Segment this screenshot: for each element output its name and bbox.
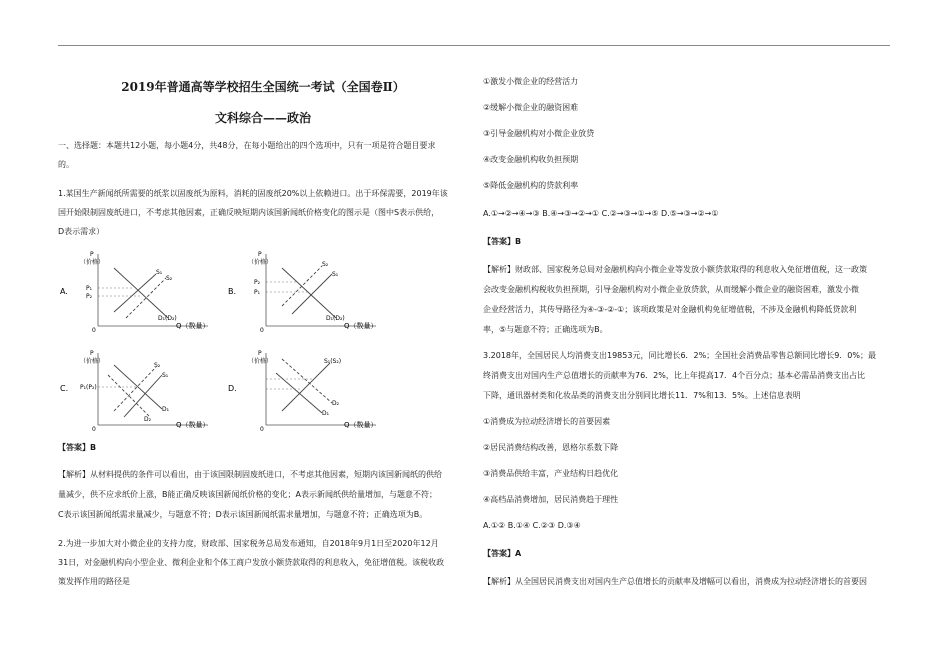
- graph-b-demand: [282, 268, 336, 318]
- q2-stem-3: 策发挥作用的路径是: [58, 577, 130, 586]
- graph-a-supply-1: [114, 274, 156, 312]
- svg-text:S₂: S₂: [166, 275, 173, 282]
- svg-text:P: P: [90, 251, 94, 258]
- svg-text:Q（数量）: Q（数量）: [344, 322, 378, 330]
- q1-stem-2: 国开始限制固废纸进口，不考虑其他因素，正确反映短期内该国新闻纸价格变化的图示是（图中S表示供给，: [58, 208, 440, 217]
- q1-answer: 【答案】B: [58, 443, 97, 452]
- q2-analysis-2: 会改变金融机构税收负担预期，引导金融机构对小微企业放贷款，从而缓解小微企业的融资困难，激发小微: [483, 285, 859, 294]
- svg-text:P₁(P₂): P₁(P₂): [80, 384, 97, 391]
- svg-text:P₂: P₂: [254, 279, 261, 286]
- q2-analysis-3: 企业经营活力，其传导路径为④-③-②-①；该项政策是对金融机构免征增值税，不涉及金融机构降低贷款利: [483, 305, 857, 314]
- q2-option-4: ④改变金融机构收负担预期: [483, 155, 579, 164]
- q3-stem-1: 3.2018年，全国居民人均消费支出19853元，同比增长6．2%；全国社会消费品零售总额同比增长9．0%；最: [483, 351, 876, 360]
- svg-text:Q（数量）: Q（数量）: [176, 322, 210, 330]
- q2-option-1: ①激发小微企业的经营活力: [483, 77, 579, 86]
- q1-analysis-1: 【解析】从材料提供的条件可以看出，由于该国限制固废纸进口，不考虑其他因素，短期内该国新闻纸的供给: [58, 470, 442, 479]
- svg-text:（价格）: （价格）: [80, 259, 105, 266]
- graph-d-letter: D.: [228, 384, 237, 393]
- q1-analysis-3: C表示该国新闻纸需求量减少，与题意不符；D表示该国新闻纸需求量增加，与题意不符；正确选项为B。: [58, 510, 428, 519]
- svg-text:（价格）: （价格）: [80, 358, 105, 365]
- svg-text:0: 0: [92, 426, 96, 433]
- q2-choices: A.①→②→④→③ B.④→③→②→① C.②→③→①→⑤ D.⑤→③→②→①: [483, 209, 719, 218]
- svg-text:（价格）: （价格）: [248, 259, 273, 266]
- q2-analysis-1: 【解析】财政部、国家税务总局对金融机构向小微企业等发放小额贷款取得的利息收入免征增值税，这一政策: [483, 265, 867, 274]
- q1-stem-3: D表示需求）: [58, 227, 105, 236]
- svg-text:S₁: S₁: [156, 269, 163, 276]
- svg-text:D₂: D₂: [332, 400, 340, 407]
- q3-answer: 【答案】A: [483, 549, 522, 558]
- page-subtitle: 文科综合——政治: [214, 111, 311, 125]
- intro-line-2: 的。: [58, 160, 74, 169]
- q1-stem-1: 1.某国生产新闻纸所需要的纸浆以固废纸为原料，消耗的固废纸20%以上依赖进口。出于环保需要，2019年该: [58, 189, 448, 198]
- q3-option-4: ④高档品消费增加，居民消费趋于理性: [483, 495, 619, 504]
- svg-text:0: 0: [260, 426, 264, 433]
- graph-a: [58, 246, 248, 338]
- svg-text:S₁: S₁: [332, 271, 339, 278]
- graph-d-supply: [282, 363, 330, 411]
- header-rule: [58, 45, 890, 46]
- svg-text:D₂: D₂: [144, 416, 152, 423]
- svg-text:Q（数量）: Q（数量）: [344, 421, 378, 429]
- q2-answer: 【答案】B: [483, 237, 522, 246]
- graph-d-demand-2: [282, 359, 332, 403]
- page-title: 2019年普通高等学校招生全国统一考试（全国卷Ⅱ）: [121, 80, 405, 94]
- svg-text:P₂: P₂: [86, 293, 93, 300]
- q2-option-2: ②缓解小微企业的融资困难: [483, 103, 579, 112]
- graph-b: [226, 246, 416, 338]
- svg-text:P₁: P₁: [254, 289, 261, 296]
- q3-analysis-1: 【解析】从全国居民消费支出对国内生产总值增长的贡献率及增幅可以看出，消费成为拉动经济增长的首要因: [483, 577, 867, 586]
- q2-stem-1: 2.为进一步加大对小微企业的支持力度，财政部、国家税务总局发布通知，自2018年9月1日至2020年12月: [58, 539, 439, 548]
- q3-choices: A.①② B.①④ C.②③ D.③④: [483, 521, 581, 530]
- svg-text:P: P: [90, 350, 94, 357]
- intro-line-1: 一、选择题：本题共12小题，每小题4分，共48分，在每小题给出的四个选项中，只有一项是符合题目要求: [58, 141, 436, 150]
- q3-option-3: ③消费品供给丰富，产业结构日趋优化: [483, 469, 619, 478]
- svg-text:Q（数量）: Q（数量）: [176, 421, 210, 429]
- q2-stem-2: 31日，对金融机构向小型企业、微利企业和个体工商户发放小额贷款取得的利息收入，免征增值税。该税收政: [58, 558, 445, 567]
- svg-text:S₂: S₂: [322, 261, 329, 268]
- svg-text:D₁: D₁: [322, 410, 330, 417]
- svg-text:P: P: [258, 350, 262, 357]
- svg-text:（价格）: （价格）: [248, 358, 273, 365]
- graph-c: [58, 345, 248, 437]
- svg-text:S₂: S₂: [154, 362, 161, 369]
- svg-text:D₁(D₂): D₁(D₂): [326, 315, 345, 322]
- q2-option-3: ③引导金融机构对小微企业放贷: [483, 129, 595, 138]
- q3-option-1: ①消费成为拉动经济增长的首要因素: [483, 417, 611, 426]
- q3-option-2: ②居民消费结构改善，恩格尔系数下降: [483, 443, 619, 452]
- q1-analysis-2: 量减少，供不应求纸价上涨，B能正确反映该国新闻纸价格的变化；A表示新闻纸供给量增加，与题意不符；: [58, 490, 437, 499]
- svg-text:D₁: D₁: [162, 406, 170, 413]
- svg-text:0: 0: [260, 327, 264, 334]
- svg-text:D₁(D₂): D₁(D₂): [158, 315, 177, 322]
- q3-stem-3: 下降，通讯器材类和化妆品类的消费支出分别同比增长11．7%和13．5%。上述信息表明: [483, 391, 801, 400]
- svg-text:P: P: [258, 251, 262, 258]
- graph-d: [226, 345, 416, 437]
- graph-c-supply-1: [124, 375, 162, 417]
- q3-stem-2: 终消费支出对国内生产总值增长的贡献率为76．2%，比上年提高17．4个百分点；基本必需品消费支出占比: [483, 371, 866, 380]
- svg-text:P₁: P₁: [86, 285, 93, 292]
- graph-c-letter: C.: [60, 384, 69, 393]
- svg-text:S₁(S₂): S₁(S₂): [324, 358, 342, 365]
- q2-analysis-4: 率，⑤与题意不符；正确选项为B。: [483, 325, 608, 334]
- graph-b-supply-1: [292, 274, 332, 314]
- svg-text:0: 0: [92, 327, 96, 334]
- q2-option-5: ⑤降低金融机构的贷款利率: [483, 181, 579, 190]
- graph-a-letter: A.: [60, 287, 68, 296]
- svg-text:S₁: S₁: [162, 372, 169, 379]
- graph-b-letter: B.: [228, 287, 237, 296]
